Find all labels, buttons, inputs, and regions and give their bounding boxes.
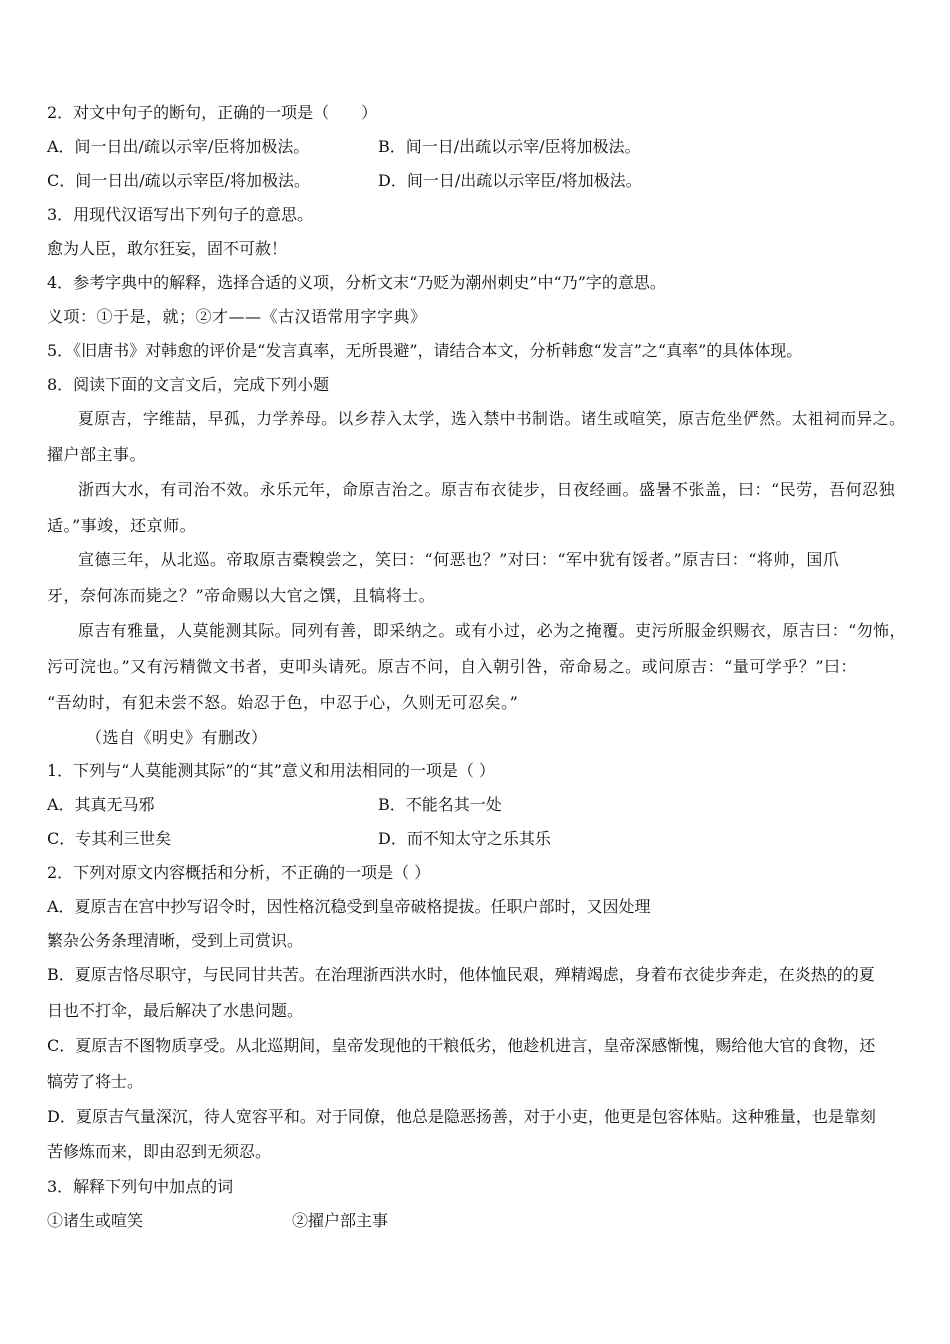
passage-paragraph-4-cont: 污可浣也。”又有污精微文书者，吏叩头请死。原吉不问，自入朝引咎，帝命易之。或问原吉：“量可学乎？”曰： — [47, 657, 858, 676]
mini-question-3-item-2: ②擢户部主事 — [292, 1211, 389, 1230]
section-8-stem: 8．阅读下面的文言文后，完成下列小题 — [47, 375, 330, 394]
mini-question-1-option-d: D．而不知太守之乐其乐 — [378, 829, 551, 848]
mini-question-3-item-1: ①诸生或喧笑 — [47, 1211, 144, 1230]
passage-paragraph-2-cont: 适。”事竣，还京师。 — [47, 516, 197, 535]
passage-source: （选自《明史》有删改） — [86, 728, 268, 747]
mini-question-2-option-a-cont: 繁杂公务条理清晰，受到上司赏识。 — [47, 931, 304, 950]
mini-question-2-option-c: C．夏原吉不图物质享受。从北巡期间，皇帝发现他的干粮低劣，他趁机进言，皇帝深感惭愧，赐给他大官的食物，还 — [47, 1036, 876, 1055]
mini-question-2-option-b: B．夏原吉恪尽职守，与民同甘共苦。在治理浙西洪水时，他体恤民艰，殚精竭虑，身着布衣徒步奔走，在炎热的的夏 — [47, 965, 875, 984]
question-2-stem: 2．对文中句子的断句，正确的一项是（ ） — [47, 103, 378, 122]
question-2-option-d: D．间一日/出疏以示宰臣/将加极法。 — [378, 171, 642, 190]
mini-question-1-option-a: A．其真无马邪 — [47, 795, 155, 814]
mini-question-2-option-d: D．夏原吉气量深沉，待人宽容平和。对于同僚，他总是隐恶扬善，对于小吏，他更是包容体贴。这种雅量，也是靠刻 — [47, 1107, 876, 1126]
question-3-sentence: 愈为人臣，敢尔狂妄，固不可赦！ — [47, 239, 288, 258]
passage-paragraph-4-end: “吾幼时，有犯未尝不怒。始忍于色，中忍于心，久则无可忍矣。” — [47, 693, 519, 712]
question-4-definition: 义项：①于是，就；②才——《古汉语常用字字典》 — [47, 307, 427, 326]
question-5-stem: 5．《旧唐书》对韩愈的评价是“发言真率，无所畏避”，请结合本文，分析韩愈“发言”之“真率”的具体体现。 — [47, 341, 803, 360]
question-4-stem: 4．参考字典中的解释，选择合适的义项，分析文末“乃贬为潮州刺史”中“乃”字的意思。 — [47, 273, 666, 292]
mini-question-2-option-d-cont: 苦修炼而来，即由忍到无须忍。 — [47, 1142, 272, 1161]
mini-question-2-option-b-cont: 日也不打伞，最后解决了水患问题。 — [47, 1001, 304, 1020]
passage-paragraph-1: 夏原吉，字维喆，早孤，力学养母。以乡荐入太学，选入禁中书制诰。诸生或喧笑，原吉危坐俨然。太祖祠而异之。 — [78, 409, 906, 428]
question-2-option-b: B．间一日/出疏以示宰/臣将加极法。 — [378, 137, 641, 156]
mini-question-1-option-c: C．专其利三世矣 — [47, 829, 172, 848]
question-2-option-c: C．间一日出/疏以示宰臣/将加极法。 — [47, 171, 311, 190]
mini-question-2-option-c-cont: 犒劳了将士。 — [47, 1072, 144, 1091]
mini-question-2-option-a: A．夏原吉在宫中抄写诏令时，因性格沉稳受到皇帝破格提拔。任职户部时，又因处理 — [47, 897, 651, 916]
question-3-stem: 3．用现代汉语写出下列句子的意思。 — [47, 205, 314, 224]
mini-question-2-stem: 2．下列对原文内容概括和分析，不正确的一项是（ ） — [47, 863, 431, 882]
passage-paragraph-3-cont: 牙，奈何冻而毙之？”帝命赐以大官之馔，且犒将士。 — [47, 586, 436, 605]
passage-paragraph-1-cont: 擢户部主事。 — [47, 445, 147, 464]
passage-paragraph-4: 原吉有雅量，人莫能测其际。同列有善，即采纳之。或有小过，必为之掩覆。吏污所服金织赐衣，原吉曰：“勿怖， — [78, 621, 906, 640]
passage-paragraph-2: 浙西大水，有司治不效。永乐元年，命原吉治之。原吉布衣徒步，日夜经画。盛暑不张盖，曰：“民劳，吾何忍独 — [78, 480, 896, 499]
mini-question-1-stem: 1．下列与“人莫能测其际”的“其”意义和用法相同的一项是（ ） — [47, 761, 495, 780]
mini-question-1-option-b: B．不能名其一处 — [378, 795, 502, 814]
question-2-option-a: A．间一日出/疏以示宰/臣将加极法。 — [47, 137, 310, 156]
passage-paragraph-3: 宣德三年，从北巡。帝取原吉橐糗尝之，笑曰：“何恶也？”对曰：“军中犹有馁者。”原吉曰：“将帅，国爪 — [78, 550, 840, 569]
mini-question-3-stem: 3．解释下列句中加点的词 — [47, 1177, 234, 1196]
